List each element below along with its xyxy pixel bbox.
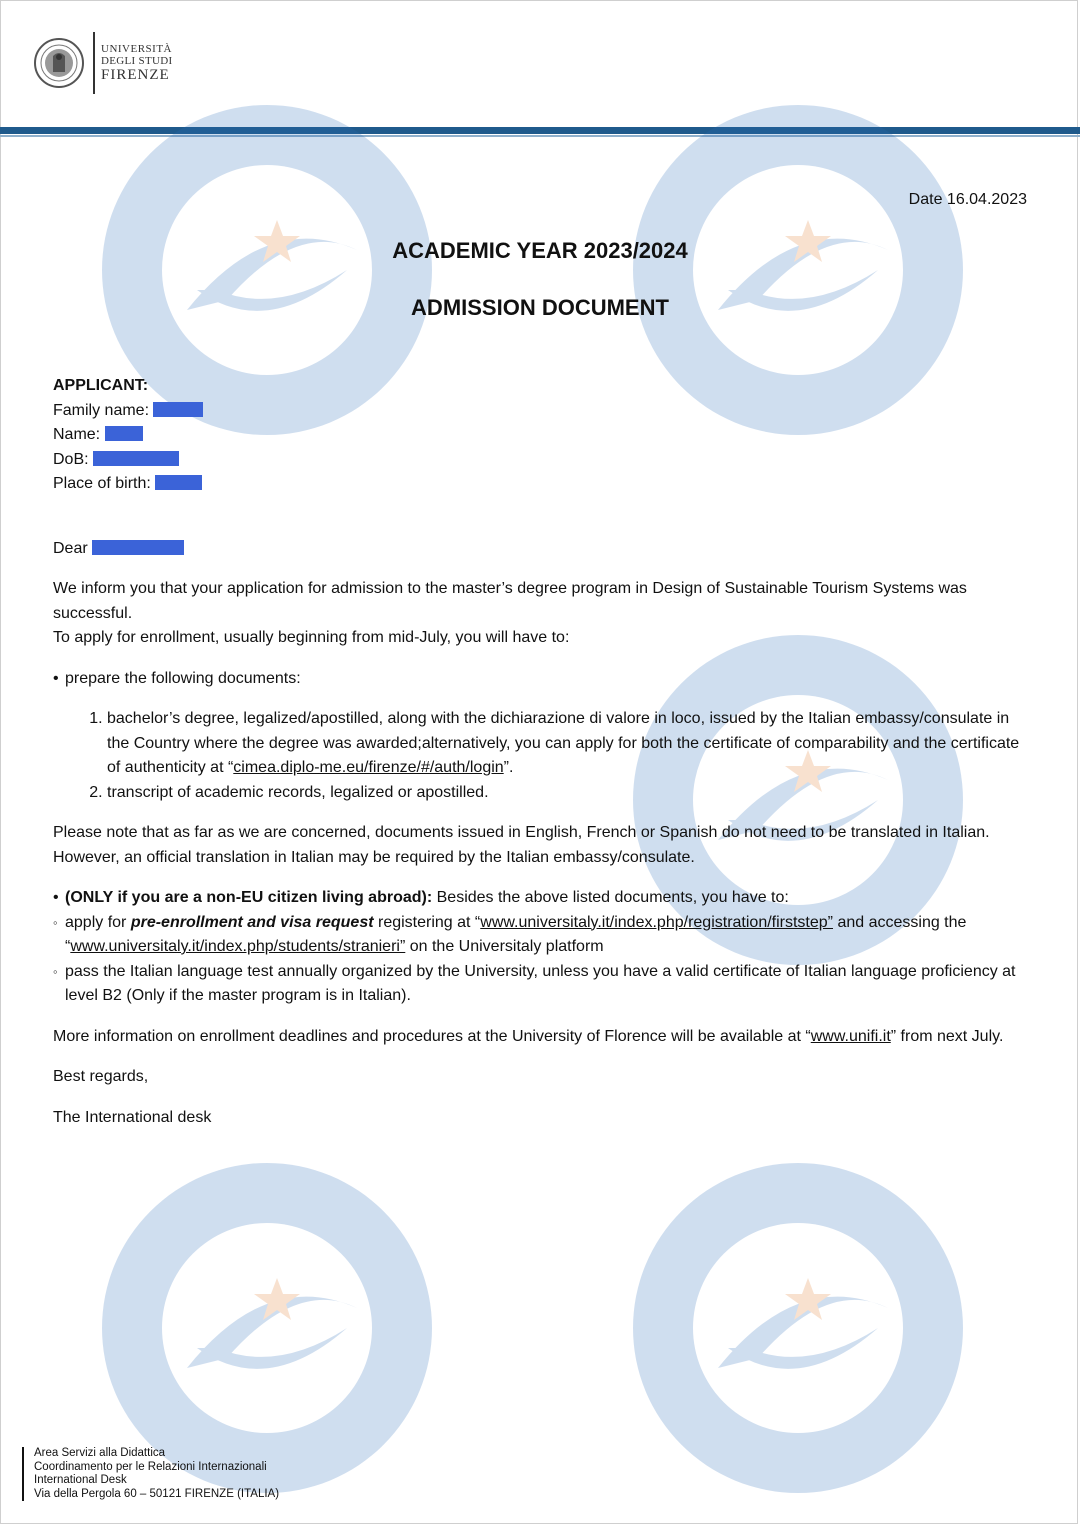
footer-line: Coordinamento per le Relazioni Internazionali xyxy=(34,1460,267,1473)
redacted-place-of-birth xyxy=(155,475,202,490)
sub-bullet-language-test: ◦ pass the Italian language test annually organized by the University, unless you have a valid certificate of Italian language proficiency at level B2 (Only if the master program is in Italian). xyxy=(53,960,1028,1009)
applicant-place-of-birth xyxy=(53,472,1028,497)
footer-line: Area Servizi alla Didattica xyxy=(34,1447,166,1459)
document-date: Date 16.04.2023 xyxy=(908,191,1027,208)
university-name xyxy=(101,43,172,83)
closing-regards: Best regards, xyxy=(53,1068,149,1085)
logo-divider xyxy=(93,32,95,94)
place-of-birth-label: Place of birth: xyxy=(53,475,151,492)
university-logo xyxy=(33,32,172,94)
dear-label: Dear xyxy=(53,539,88,557)
paragraph-admission-result: We inform you that your application for admission to the master’s degree program in Design of Sustainable Tourism Systems was successful. xyxy=(53,580,967,622)
paragraph-translation-note: Please note that as far as we are concerned, documents issued in English, French or Spanish do not need to be translated in Italian. However, an official translation in Italian may be required by the Italian embassy/consulate. xyxy=(53,824,990,866)
university-name-line2: DEGLI STUDI xyxy=(101,55,173,67)
footer-line: Via della Pergola 60 – 50121 FIRENZE (ITALIA) xyxy=(34,1487,280,1500)
bullet-prepare-documents: • prepare the following documents: xyxy=(53,667,1028,692)
bullet-non-eu: • (ONLY if you are a non-EU citizen living abroad): Besides the above listed documents, you have to: xyxy=(53,886,1028,911)
list-item: 2. transcript of academic records, legalized or apostilled. xyxy=(107,781,1028,806)
footer-address xyxy=(22,1447,279,1501)
list-item: 1. bachelor’s degree, legalized/apostilled, along with the dichiarazione di valore in loco, issued by the Italian embassy/consulate in the Country where the degree was awarded;alternatively, you can apply for both the certificate of comparability and the certificate of authenticity at “cimea.diplo-me.eu/firenze/#/auth/login”. xyxy=(107,707,1028,781)
universitaly-stranieri-link[interactable]: www.universitaly.it/index.php/students/stranieri” xyxy=(70,938,406,955)
cimea-link[interactable]: cimea.diplo-me.eu/firenze/#/auth/login xyxy=(233,759,504,776)
applicant-family-name xyxy=(53,399,1028,424)
redacted-recipient xyxy=(92,540,184,555)
university-name-line1: UNIVERSITÀ xyxy=(101,43,172,55)
applicant-name xyxy=(53,423,1028,448)
salutation xyxy=(53,537,1028,562)
title-admission-document: ADMISSION DOCUMENT xyxy=(411,295,669,320)
redacted-name xyxy=(105,426,143,441)
letter-body xyxy=(53,374,1028,1130)
university-seal-icon xyxy=(33,34,85,92)
applicant-dob xyxy=(53,448,1028,473)
signature: The International desk xyxy=(53,1108,212,1126)
sub-bullet-pre-enrollment: ◦ apply for pre-enrollment and visa request registering at “www.universitaly.it/index.php/registration/firststep” and accessing the “www.universitaly.it/index.php/students/stranieri” on the Universitaly platform xyxy=(53,911,1028,960)
university-name-line3: FIRENZE xyxy=(101,67,170,83)
paragraph-more-info: More information on enrollment deadlines and procedures at the University of Florence will be available at “www.unifi.it” from next July. xyxy=(53,1027,1004,1045)
paragraph-enrollment-intro: To apply for enrollment, usually beginning from mid-July, you will have to: xyxy=(53,629,570,646)
family-name-label: Family name: xyxy=(53,401,150,419)
redacted-family-name xyxy=(153,402,203,417)
footer-line: International Desk xyxy=(34,1474,127,1486)
redacted-dob xyxy=(93,451,179,466)
header-bar xyxy=(0,127,1080,134)
name-label: Name: xyxy=(53,426,101,443)
unifi-link[interactable]: www.unifi.it xyxy=(810,1027,891,1045)
universitaly-registration-link[interactable]: www.universitaly.it/index.php/registration/firststep” xyxy=(480,913,833,931)
documents-list xyxy=(53,707,1028,805)
dob-label: DoB: xyxy=(53,450,89,468)
header-bar-thin xyxy=(0,135,1080,137)
title-academic-year: ACADEMIC YEAR 2023/2024 xyxy=(392,238,688,263)
applicant-heading: APPLICANT: xyxy=(53,377,149,394)
